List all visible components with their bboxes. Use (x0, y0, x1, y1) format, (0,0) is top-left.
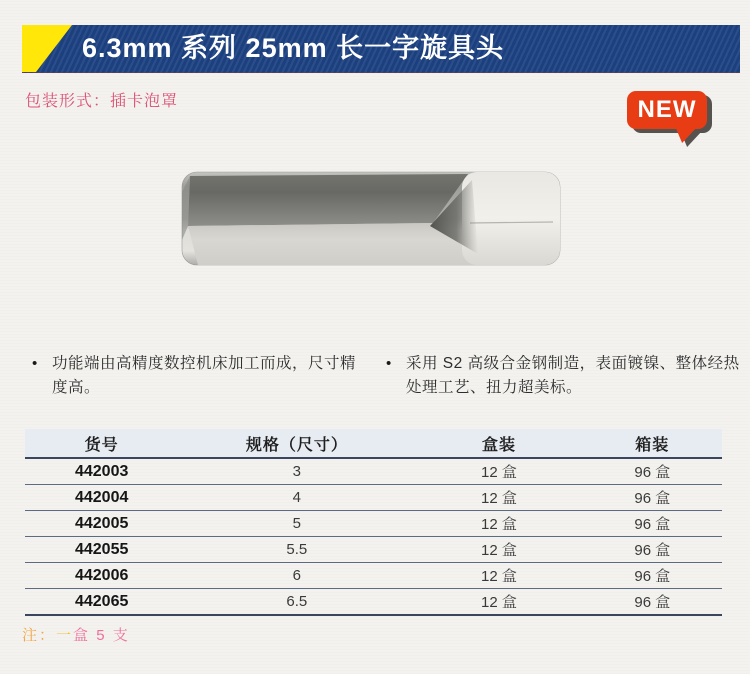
new-badge-bubble (627, 91, 707, 129)
page-title: 6.3mm 系列 25mm 长一字旋具头 (82, 33, 505, 63)
note-label: 注： (22, 627, 57, 644)
column-header: 规格（尺寸） (178, 429, 415, 458)
box-pack-cell: 12 盒 (415, 537, 582, 563)
item-no-cell: 442006 (25, 563, 178, 589)
size-cell: 5.5 (178, 537, 415, 563)
table-row (25, 511, 722, 537)
note (22, 624, 130, 645)
new-badge (627, 91, 707, 147)
table-row (25, 485, 722, 511)
item-no-cell: 442005 (25, 511, 178, 537)
feature-text: 功能端由高精度数控机床加工而成，尺寸精度高。 (52, 355, 357, 396)
yellow-accent (22, 25, 72, 72)
column-header: 箱装 (583, 429, 722, 458)
table-row (25, 537, 722, 563)
bit-top-facet (188, 174, 468, 226)
spec-table (25, 429, 722, 616)
table-header-row (25, 429, 722, 458)
carton-pack-cell: 96 盒 (583, 458, 722, 485)
new-badge-tail (673, 127, 697, 143)
column-header: 货号 (25, 429, 178, 458)
box-pack-cell: 12 盒 (415, 511, 582, 537)
feature-item (32, 352, 370, 400)
box-pack-cell: 12 盒 (415, 485, 582, 511)
size-cell: 3 (178, 458, 415, 485)
bullet-icon: • (32, 355, 38, 372)
bullet-icon: • (386, 355, 392, 372)
carton-pack-cell: 96 盒 (583, 511, 722, 537)
feature-item (386, 352, 740, 400)
table-row (25, 458, 722, 485)
note-highlight: 一 (56, 627, 74, 644)
carton-pack-cell: 96 盒 (583, 563, 722, 589)
column-header: 盒装 (415, 429, 582, 458)
item-no-cell: 442003 (25, 458, 178, 485)
new-badge-label: NEW (637, 96, 697, 123)
item-no-cell: 442004 (25, 485, 178, 511)
item-no-cell: 442055 (25, 537, 178, 563)
box-pack-cell: 12 盒 (415, 563, 582, 589)
carton-pack-cell: 96 盒 (583, 537, 722, 563)
box-pack-cell: 12 盒 (415, 458, 582, 485)
carton-pack-cell: 96 盒 (583, 485, 722, 511)
box-pack-cell: 12 盒 (415, 589, 582, 616)
note-text: 盒 5 支 (73, 627, 130, 644)
feature-text: 采用 S2 高级合金钢制造，表面镀镍、整体经热处理工艺、扭力超美标。 (406, 355, 740, 396)
table-row (25, 563, 722, 589)
packaging-info: 包装形式：插卡泡罩 (25, 93, 179, 110)
size-cell: 5 (178, 511, 415, 537)
carton-pack-cell: 96 盒 (583, 589, 722, 616)
size-cell: 6.5 (178, 589, 415, 616)
product-photo-screwdriver-bit (176, 162, 568, 272)
item-no-cell: 442065 (25, 589, 178, 616)
table-row (25, 589, 722, 616)
size-cell: 4 (178, 485, 415, 511)
title-bar (22, 25, 740, 73)
size-cell: 6 (178, 563, 415, 589)
